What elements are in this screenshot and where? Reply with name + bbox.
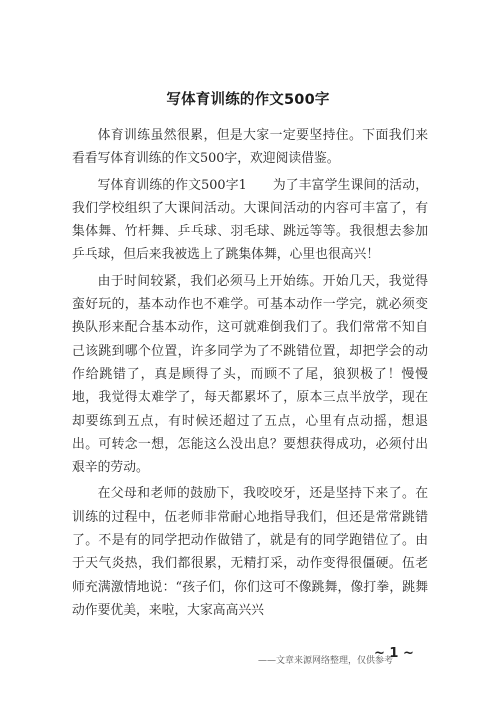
footer-source-note: ——文章来源网络整理，仅供参考 xyxy=(258,656,394,666)
paragraph-4: 在父母和老师的鼓励下，我咬咬牙，还是坚持下来了。在训练的过程中，伍老师非常耐心地指导我们，但还是常常跳错了。不是有的同学把动作做错了，就是有的同学跑错位了。由于天气炎热，我们都很累，无精打采，动作变得很僵硬。伍老师充满激情地说：“孩子们，你们这可不像跳舞，像打拳，跳舞动作要优美，来啦，大家高高兴兴 xyxy=(72,486,428,618)
paragraph-2: 写体育训练的作文500字1 为了丰富学生课间的活动，我们学校组织了大课间活动。大课间活动的内容可丰富了，有集体舞、竹杆舞、乒乓球、羽毛球、跳远等等。我很想去参加乒乓球，但后来我被选上了跳集体舞，心里也很高兴！ xyxy=(72,177,428,263)
paragraph-1: 体育训练虽然很累，但是大家一定要坚持住。下面我们来看看写体育训练的作文500字，欢迎阅读借鉴。 xyxy=(72,128,428,167)
page-number: ~ 1 ~ xyxy=(374,646,414,661)
document-title: 写体育训练的作文500字 xyxy=(166,92,330,108)
document-body xyxy=(72,124,428,625)
paragraph-3: 由于时间较紧，我们必须马上开始练。开始几天，我觉得蛮好玩的，基本动作也不难学。可基本动作一学完，就必须变换队形来配合基本动作，这可就难倒我们了。我们常常不知自己该跳到哪个位置，许多同学为了不跳错位置，却把学会的动作给跳错了，真是顾得了头，而顾不了尾，狼狈极了！慢慢地，我觉得太难学了，每天都累坏了，原本三点半放学，现在却要练到五点，有时候还超过了五点，心里有点动摇，想退出。可转念一想，怎能这么没出息？要想获得成功，必须付出艰辛的劳动。 xyxy=(72,273,428,476)
